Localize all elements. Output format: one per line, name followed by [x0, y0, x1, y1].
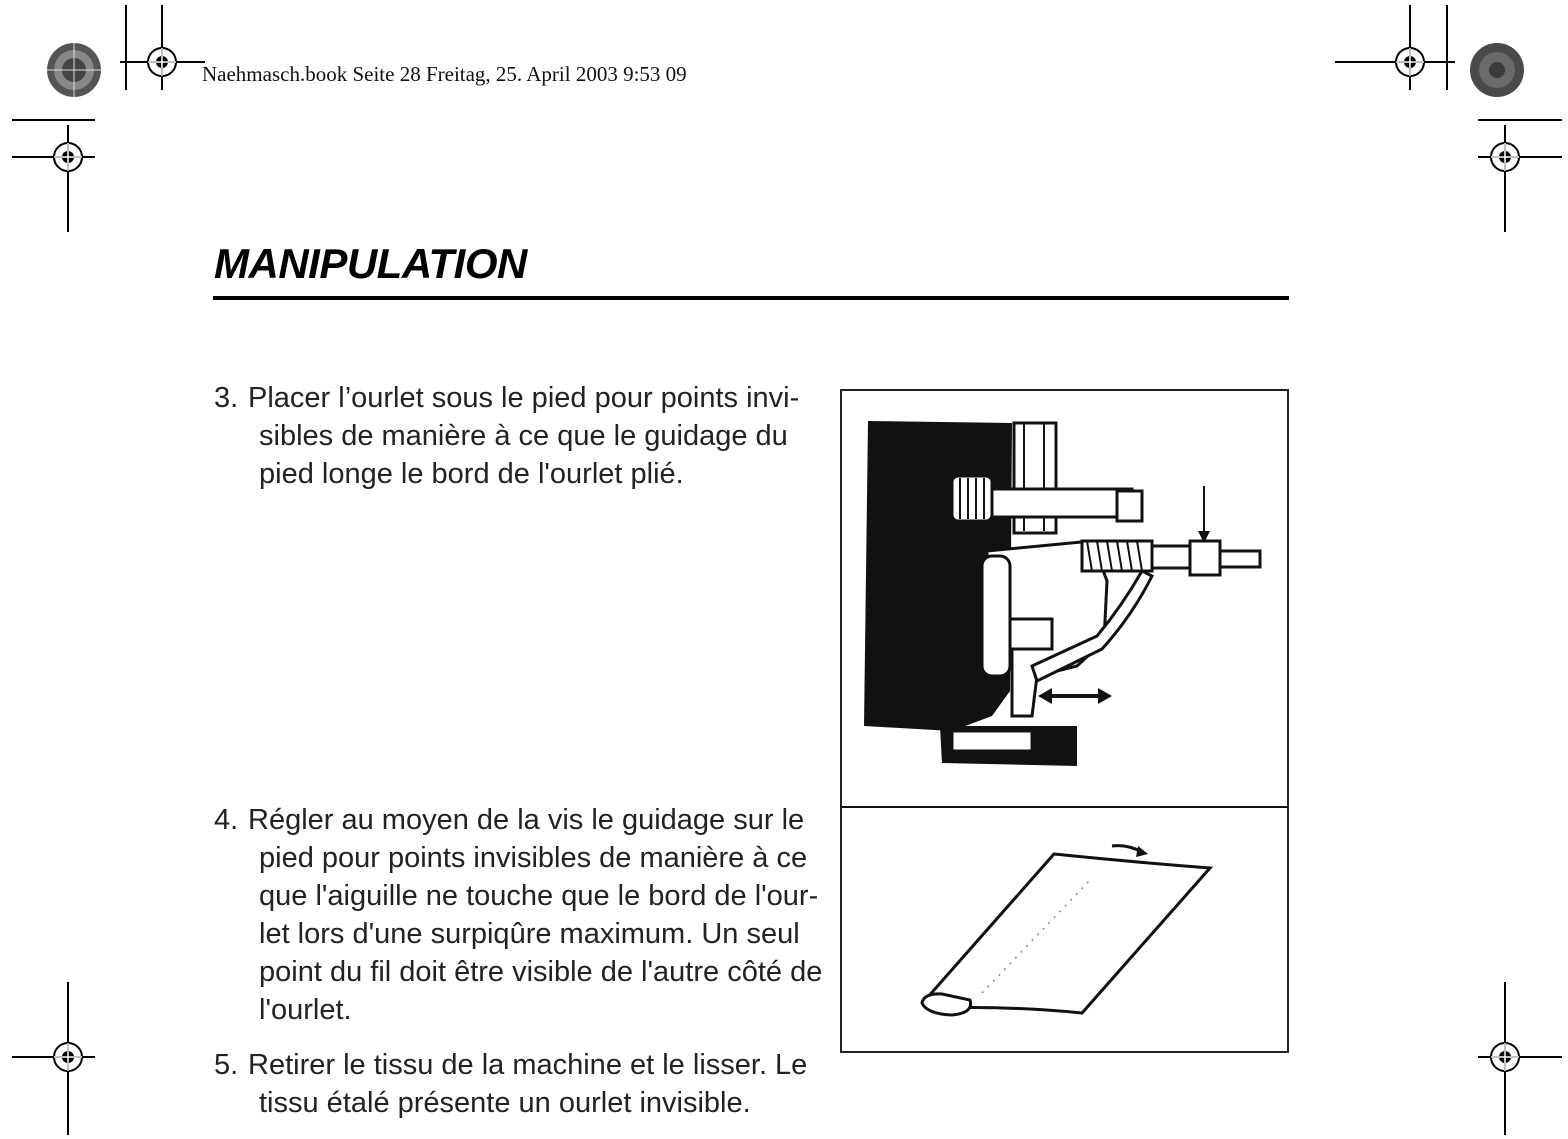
step-3-line: sibles de manière à ce que le guidage du: [259, 420, 788, 452]
step-4-line: point du fil doit être visible de l'autre côté de: [259, 956, 823, 988]
print-header: Naehmasch.book Seite 28 Freitag, 25. April 2003 9:53 09: [202, 62, 687, 86]
instruction-step-3: [214, 379, 824, 493]
instruction-step-4: [214, 801, 824, 1029]
color-target-icon-right: [1470, 43, 1524, 97]
step-4-line: que l'aiguille ne touche que le bord de l'our-: [259, 880, 819, 912]
folded-hem-fabric-illustration-icon: [842, 808, 1287, 1049]
page-title: MANIPULATION: [214, 240, 527, 287]
presser-foot-figure: [840, 389, 1289, 810]
hem-fabric-figure: [840, 808, 1289, 1053]
color-target-icon-left: [47, 43, 101, 97]
step-4-line: let lors d'une surpiqûre maximum. Un seul: [259, 918, 800, 950]
step-3-line: pied longe le bord de l'ourlet plié.: [259, 458, 684, 490]
title-divider: [213, 296, 1289, 300]
step-number: 3.: [214, 382, 239, 414]
step-3-first-line: 3. Placer l’ourlet sous le pied pour points invi-: [214, 379, 824, 417]
step-5-first-line: 5. Retirer le tissu de la machine et le lisser. Le: [214, 1046, 824, 1084]
step-5-line: tissu étalé présente un ourlet invisible.: [259, 1087, 751, 1119]
instruction-step-5: [214, 1046, 824, 1122]
step-4-first-line: 4. Régler au moyen de la vis le guidage sur le: [214, 801, 824, 839]
blind-hem-presser-foot-illustration-icon: [842, 391, 1287, 806]
step-number: 4.: [214, 804, 239, 836]
step-number: 5.: [214, 1049, 239, 1081]
step-4-line: l'ourlet.: [259, 994, 352, 1026]
step-4-line: pied pour points invisibles de manière à ce: [259, 842, 808, 874]
